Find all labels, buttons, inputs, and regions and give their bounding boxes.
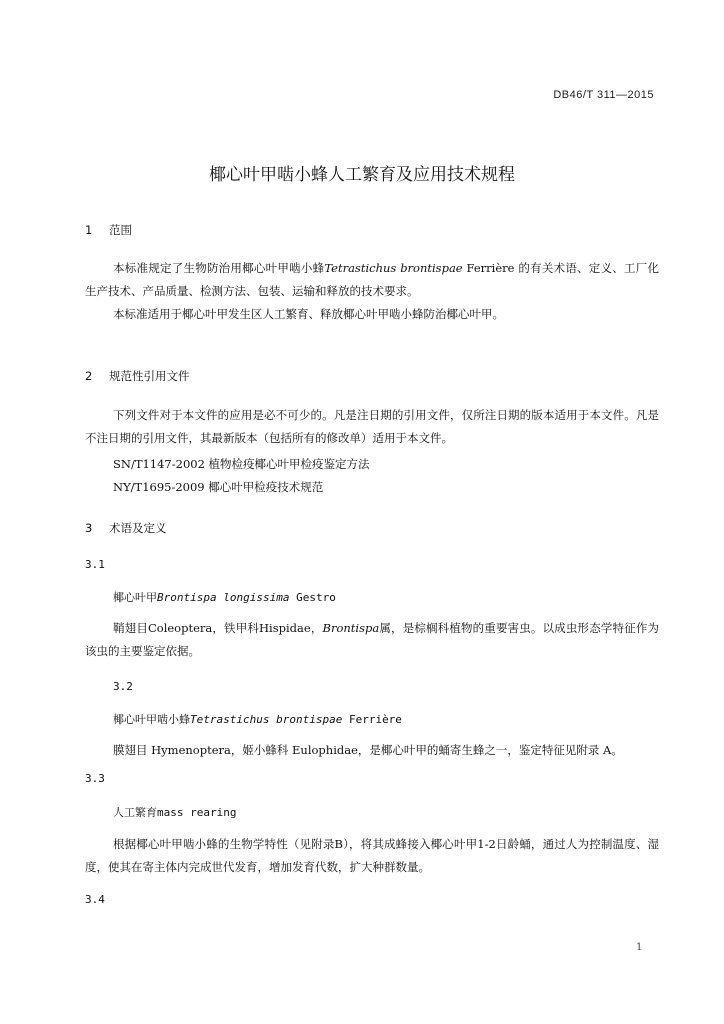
genus-name: Brontispa	[322, 621, 380, 635]
section-3-heading	[85, 520, 167, 536]
term-3-3	[113, 804, 236, 820]
term-latin: Tetrastichus brontispae	[190, 713, 343, 726]
reference-item: SN/T1147-2002 植物检疫椰心叶甲检疫鉴定方法	[113, 457, 370, 471]
reference-item: NY/T1695-2009 椰心叶甲检疫技术规范	[113, 480, 324, 494]
term-english: mass rearing	[157, 806, 237, 819]
text: 属，是棕榈科植物的重要害虫。以成虫形态学特征作为该虫的主要鉴定依据。	[85, 621, 659, 658]
section-title: 术语及定义	[109, 521, 167, 535]
standard-code: DB46/T 311—2015	[553, 89, 654, 101]
subsection-number: 3.3	[85, 772, 105, 785]
term-author: Gestro	[289, 591, 336, 604]
subsection-number: 3.4	[85, 893, 105, 906]
page-number: 1	[636, 942, 643, 953]
species-name: Tetrastichus brontispae	[324, 261, 463, 275]
subsection-number: 3.1	[85, 558, 105, 571]
text: 本标准规定了生物防治用椰心叶甲啮小蜂	[113, 261, 325, 275]
section-2-heading	[85, 368, 190, 384]
term-author: Ferrière	[342, 713, 402, 726]
section-title: 规范性引用文件	[109, 369, 190, 383]
term-chinese: 椰心叶甲	[113, 591, 157, 604]
section-1-paragraph-1	[85, 257, 659, 303]
definition-3-3: 根据椰心叶甲啮小蜂的生物学特性（见附录B），将其成蜂接入椰心叶甲1-2日龄蛹，通过人为控制温度、湿度，使其在寄主体内完成世代发育，增加发育代数，扩大种群数量。	[85, 837, 659, 874]
definition-3-1	[85, 617, 659, 663]
section-2-paragraph-1: 下列文件对于本文件的应用是必不可少的。凡是注日期的引用文件，仅所注日期的版本适用于本文件。凡是不注日期的引用文件，其最新版本（包括所有的修改单）适用于本文件。	[85, 408, 659, 445]
term-latin: Brontispa longissima	[157, 591, 290, 604]
section-title: 范围	[109, 223, 132, 237]
text: 鞘翅目Coleoptera，铁甲科Hispidae，	[113, 621, 323, 635]
term-chinese: 人工繁育	[113, 806, 157, 819]
section-number: 3	[85, 521, 93, 535]
text: Ferrière 的有关术语、定义、工厂化生产技术、产品质量、检测方法、包装、运输和释放的技术要求。	[85, 261, 660, 298]
term-chinese: 椰心叶甲啮小蜂	[113, 713, 190, 726]
section-1-paragraph-2: 本标准适用于椰心叶甲发生区人工繁育、释放椰心叶甲啮小蜂防治椰心叶甲。	[113, 307, 504, 321]
document-title: 椰心叶甲啮小蜂人工繁育及应用技术规程	[209, 165, 515, 185]
term-3-2	[113, 711, 402, 727]
subsection-number: 3.2	[113, 680, 133, 693]
section-number: 1	[85, 223, 93, 237]
section-1-heading	[85, 222, 132, 238]
term-3-1	[113, 589, 336, 605]
section-number: 2	[85, 369, 93, 383]
definition-3-2: 膜翅目 Hymenoptera，姬小蜂科 Eulophidae，是椰心叶甲的蛹寄生蜂之一，鉴定特征见附录 A。	[113, 743, 623, 757]
